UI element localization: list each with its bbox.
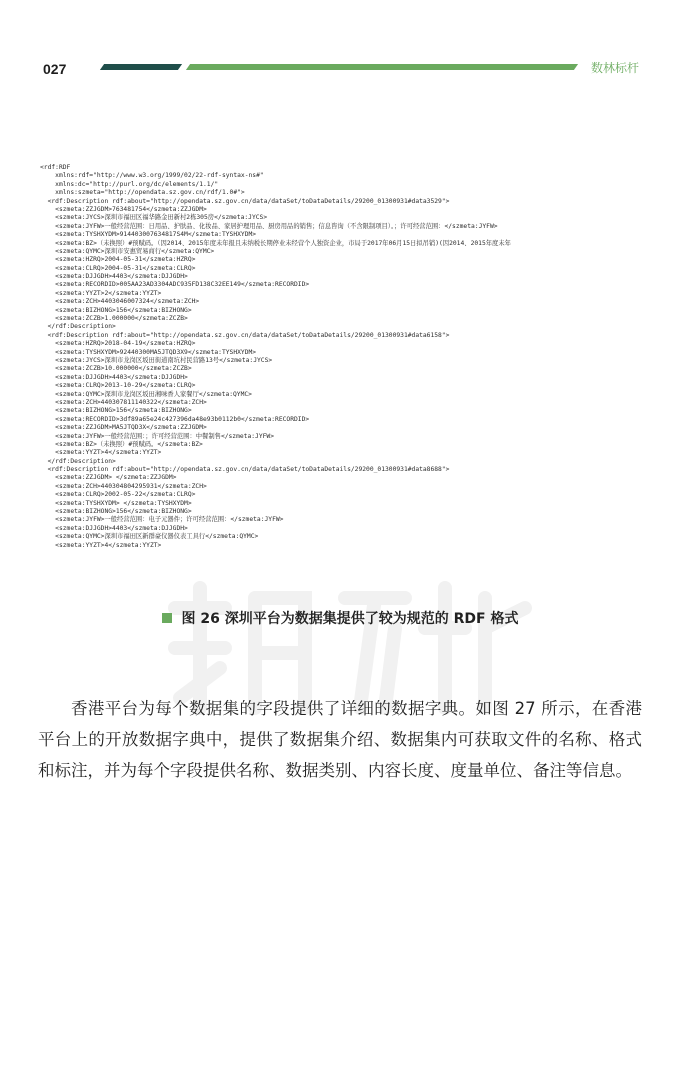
code-line: <szmeta:BIZHONG>156</szmeta:BIZHONG>: [40, 407, 192, 415]
code-line: <szmeta:JYFW>一般经营范围：；许可经营范围：中餐制售</szmeta:JYFW>: [40, 432, 275, 440]
code-line: xmlns:rdf="http://www.w3.org/1999/02/22-rdf-syntax-ns#": [40, 172, 264, 180]
code-line: <szmeta:JYFW>一般经营范围：电子元器件；许可经营范围：</szmeta:JYFW>: [40, 516, 284, 524]
code-line: <szmeta:DJJGDH>4403</szmeta:DJJGDH>: [40, 524, 188, 532]
code-line: <szmeta:ZCZB>1.000000</szmeta:ZCZB>: [40, 315, 188, 323]
code-line: <szmeta:ZZJGDM>MA5JTQD3X</szmeta:ZZJGDM>: [40, 424, 207, 432]
code-line: <szmeta:ZCH>440307811140322</szmeta:ZCH>: [40, 398, 207, 406]
code-figure: [40, 164, 644, 576]
code-line: <rdf:Description rdf:about="http://opendata.sz.gov.cn/data/dataSet/toDataDetails/29200_01300931#data6158">: [40, 331, 450, 339]
code-line: <szmeta:YYZT>2</szmeta:YYZT>: [40, 289, 162, 297]
code-line: <szmeta:CLRQ>2002-05-22</szmeta:CLRQ>: [40, 491, 196, 499]
code-line: <szmeta:TYSHXYDM>914403007634817S4M</szmeta:TYSHXYDM>: [40, 231, 257, 239]
code-line: <rdf:Description rdf:about="http://opendata.sz.gov.cn/data/dataSet/toDataDetails/29200_01300931#data3529">: [40, 197, 450, 205]
code-line: <szmeta:TYSHXYDM> </szmeta:TYSHXYDM>: [40, 499, 192, 507]
code-line: <szmeta:ZCH>440304804295931</szmeta:ZCH>: [40, 482, 207, 490]
code-line: <szmeta:JYCS>深圳市龙岗区坂田街道南坑村民营路13号</szmeta:JYCS>: [40, 356, 273, 364]
figure-caption: [0, 608, 680, 628]
code-line: xmlns:dc="http://purl.org/dc/elements/1.1/": [40, 180, 219, 188]
code-line: <szmeta:BIZHONG>156</szmeta:BIZHONG>: [40, 508, 192, 516]
code-line: <szmeta:HZRQ>2018-04-19</szmeta:HZRQ>: [40, 340, 196, 348]
code-line: <szmeta:BZ>（未换照）#预赋码。</szmeta:BZ>: [40, 440, 203, 448]
code-line: <szmeta:JYCS>深圳市福田区福华路金田新村2栋305房</szmeta:JYCS>: [40, 214, 268, 222]
code-line: <szmeta:BIZHONG>156</szmeta:BIZHONG>: [40, 306, 192, 314]
code-line: <szmeta:HZRQ>2004-05-31</szmeta:HZRQ>: [40, 256, 196, 264]
code-line: <rdf:Description rdf:about="http://opendata.sz.gov.cn/data/dataSet/toDataDetails/29200_01300931#data8688">: [40, 466, 450, 474]
brand-label: 数林标杆: [590, 61, 639, 75]
code-line: <szmeta:QYMC>深圳市福田区新群豪仪器仪表工具行</szmeta:QYMC>: [40, 533, 259, 541]
code-line: <szmeta:ZCZB>10.000000</szmeta:ZCZB>: [40, 365, 192, 373]
caption-text: 图 26 深圳平台为数据集提供了较为规范的 RDF 格式: [181, 611, 519, 627]
code-line: xmlns:szmeta="http://opendata.sz.gov.cn/rdf/1.0#">: [40, 189, 245, 197]
code-line: <szmeta:RECORDID>3df89a65e24c427396da48e93b0112b0</szmeta:RECORDID>: [40, 415, 310, 423]
code-line: <szmeta:DJJGDH>4403</szmeta:DJJGDH>: [40, 273, 188, 281]
page-number: 027: [43, 61, 67, 77]
code-line: <szmeta:JYFW>一般经营范围：日用品、护肤品、化妆品、家居护理用品、厨房用品的销售；信息咨询（不含限制项目）。；许可经营范围：</szmeta:JYFW>: [40, 222, 498, 230]
code-line: <szmeta:BZ>（未换照）#预赋码。（因2014、2015年度未年报且未纳税长期停业未经营个人独资企业，市局于2017年06月15日拟吊销)(因2014、2015年度未年: [40, 239, 511, 247]
code-line: <szmeta:RECORDID>005AA23AD3304ADC935FD138C32EE149</szmeta:RECORDID>: [40, 281, 310, 289]
code-line: </rdf:Description>: [40, 323, 116, 331]
code-line: <szmeta:QYMC>深圳市龙岗区坂田湘味香人家餐厅</szmeta:QYMC>: [40, 390, 252, 398]
code-line: <szmeta:QYMC>深圳市安惠贸易商行</szmeta:QYMC>: [40, 247, 215, 255]
code-line: </rdf:Description>: [40, 457, 116, 465]
code-line: <rdf:RDF: [40, 164, 71, 171]
code-line: <szmeta:DJJGDH>4403</szmeta:DJJGDH>: [40, 373, 188, 381]
code-line: <szmeta:ZZJGDM>763481754</szmeta:ZZJGDM>: [40, 205, 207, 213]
code-line: <szmeta:CLRQ>2004-05-31</szmeta:CLRQ>: [40, 264, 196, 272]
header-bar-dark: [100, 64, 182, 70]
code-line: <szmeta:YYZT>4</szmeta:YYZT>: [40, 449, 162, 457]
header-bar-green: [186, 64, 578, 70]
code-line: <szmeta:TYSHXYDM>92440300MA5JTQD3X9</szmeta:TYSHXYDM>: [40, 348, 257, 356]
caption-square-icon: [162, 613, 172, 623]
body-paragraph: 香港平台为每个数据集的字段提供了详细的数据字典。如图 27 所示，在香港平台上的开放数据字典中，提供了数据集介绍、数据集内可获取文件的名称、格式和标注，并为每个字段提供名称、数据类别、内容长度、度量单位、备注等信息。: [38, 699, 642, 780]
code-line: <szmeta:ZCH>4403046007324</szmeta:ZCH>: [40, 298, 200, 306]
code-line: <szmeta:YYZT>4</szmeta:YYZT>: [40, 541, 162, 549]
code-line: <szmeta:CLRQ>2013-10-29</szmeta:CLRQ>: [40, 382, 196, 390]
code-line: <szmeta:ZZJGDM> </szmeta:ZZJGDM>: [40, 474, 177, 482]
